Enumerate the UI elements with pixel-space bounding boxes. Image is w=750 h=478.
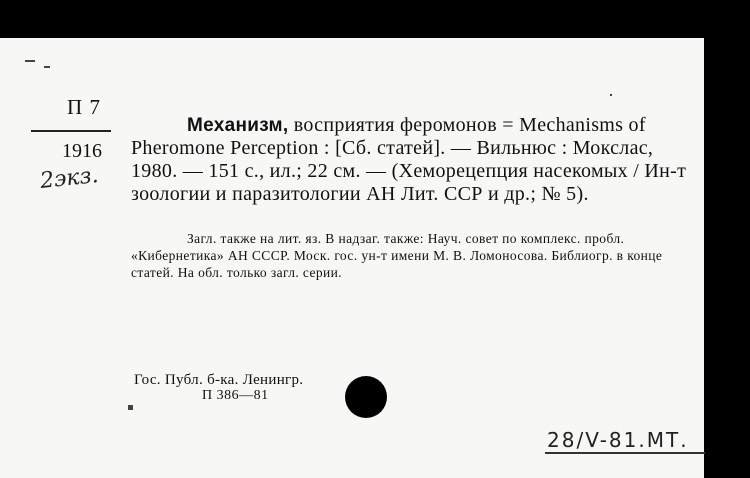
scan-border-top bbox=[0, 0, 750, 38]
bibliographic-description bbox=[131, 114, 696, 206]
scan-speck bbox=[44, 66, 50, 68]
scan-speck bbox=[128, 405, 133, 410]
call-year: 1916 bbox=[62, 140, 102, 162]
card-title: Механизм, bbox=[187, 115, 289, 136]
card-note: Загл. также на лит. яз. В надзаг. также: Науч. совет по комплекс. пробл. «Кибернетика» АН СССР. Моск. гос. ун-т имени М. В. Ломоносова. Библиогр. в конце статей. На обл. только загл. серии. bbox=[131, 231, 663, 280]
handwritten-date: 28/V-81.МТ. bbox=[547, 428, 689, 452]
call-number-divider bbox=[31, 130, 111, 132]
copies-handwritten: 2экз. bbox=[38, 163, 100, 194]
scan-border-right bbox=[704, 0, 750, 478]
call-number: П 7 bbox=[67, 95, 101, 119]
date-underline bbox=[545, 452, 705, 454]
punch-hole bbox=[345, 376, 387, 418]
description-text: восприятия феромонов = Mechanisms of Pheromone Perception : [Сб. статей]. — Вильнюс : Мокслас, 1980. — 151 с., ил.; 22 см. — (Хеморецепция насекомых / Ин-т зоологии и паразитологии АН Лит. ССР и др.; № 5). bbox=[131, 114, 687, 205]
library-imprint: Гос. Публ. б-ка. Ленингр. bbox=[134, 372, 304, 388]
order-number: П 386—81 bbox=[202, 388, 269, 403]
scan-speck bbox=[25, 60, 35, 62]
scan-speck bbox=[610, 94, 612, 96]
